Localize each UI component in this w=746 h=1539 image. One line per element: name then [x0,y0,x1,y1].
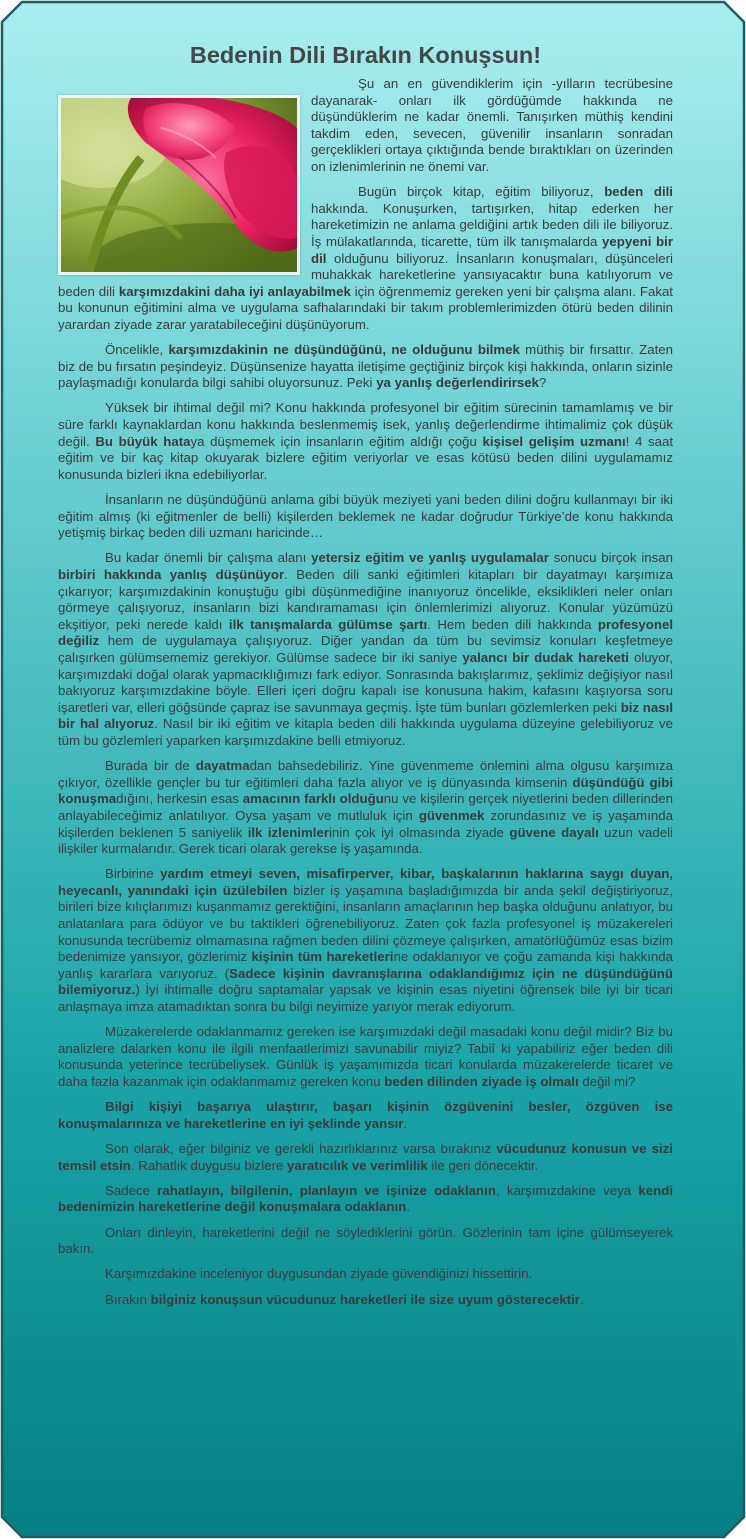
text-run: bizler iş yaşamına başladığımızda bir anda şekil değiştiriyoruz, birileri bize kılıçlarımızı kuşanmamız gerektiğini, insanların amaçlarının hep başka olduğunu anlatıyor, bu anlatanlara para ödüyor ve bu taktikleri öğrenebiliyoruz. Zaten çok fazla profesyonel iş müzakereleri konusunda tecrübemiz olmamasına rağmen beden dilini çözmeye çalışırken, amatörlüğümüz esas bizim bedenimize yansıyor, gözlerimiz [58,882,673,965]
article-paragraph [58,1292,673,1309]
text-run: Onları dinleyin, hareketlerini değil ne söylediklerini görün. Gözlerinin tam içine gülümseyerek bakın. [58,1224,673,1257]
text-run: , karşımızdakine veya [495,1182,639,1198]
text-run: zorundasınız ve iş yaşamında kişilerden beklenen 5 saniyelik [58,807,673,840]
bold-phrase: Bilgi kişiyi başarıya ulaştırır, başarı kişinin özgüvenini besler, özgüven ise konuşmalarınıza ve hareketlerine en iyi şeklinde yansır [58,1099,673,1131]
article-paragraph [58,492,673,542]
article-paragraph [58,550,673,749]
article-paragraph [58,1183,673,1216]
text-run: ? [538,375,547,391]
bold-phrase: düşündüğü gibi konuşma [58,774,673,807]
bold-phrase: dayatma [195,758,250,774]
bold-phrase: yetersiz eğitim ve yanlış uygulamalar [311,550,549,566]
text-run: ! 4 saat eğitim ve bir kaç kitap okuyarak bizlere eğitim veriyorlar ve esas kötüsü beden dilini uygulamamız konusunda bizleri ikna edebiliyorlar. [58,433,673,482]
text-run: oluyor, karşımızdaki doğal olarak yapmacıklığımızı fark ediyor. Sonrasında bakışlarımız, şeklimiz değişiyor nasıl bakıyoruz karşımızdakine böyle. Elleri içeri doğru kapalı ise konusuna hakim, kafasını kaşıyorsa soru işaretleri var, elleri göğsünde çapraz ise savunmaya geçmiş. İşte tüm bunları gözlemlerken peki [58,649,673,715]
text-run: inin çok iyi olmasında ziyade [328,824,510,840]
text-run: sonucu birçok insan [548,550,673,566]
text-run: Karşımızdakine inceleniyor duygusundan ziyade güvendiğinizi hissettirin. [105,1266,533,1282]
text-run: . [403,1115,408,1131]
bold-phrase: karşımızdakinin ne düşündüğünü, ne olduğunu bilmek [168,342,520,358]
article-paragraph [58,1225,673,1258]
text-run: uzun vadeli ilişkiler kurmalarıdır. Gerek ticari olarak gerekse iş yaşamında. [58,824,673,857]
bold-phrase: yaratıcılık ve verimlilik [287,1157,428,1173]
text-run: Birbirine [105,866,161,882]
pink-rose-photo [58,95,300,275]
text-run: ) İyi ihtimalle doğru saptamalar yapsak ve kişinin esas niyetini öğrensek bile iyi bir ticari anlaşmaya imza atamadıktan sonra bu bilgi neyimize yarıyor merak ediyorum. [58,982,673,1015]
article-body [58,40,673,1317]
text-run: ya düşmemek için insanların eğitim aldığı çoğu [190,433,483,449]
bold-phrase: beden dili [604,184,673,200]
bold-phrase: Bu büyük hata [95,433,191,449]
article-paragraph [58,866,673,1015]
bold-phrase: ilk tanışmalarda gülümse şartı [228,616,428,632]
article-paragraph [58,1266,673,1283]
text-run: . [406,1199,410,1215]
bold-phrase: kişisel gelişim uzmanı [482,433,626,449]
text-run: . Beden dili sanki eğitimleri kitapları bir dayatmayı karşımıza çıkarıyor; karşımızdakinin konuştuğu gibi düşünmediğine inanıyoruz öncelikle, eksiklikleri neler onları görmeye çalışıyoruz, insanların bizi kandıramaması için önlemlerimizi alıyoruz. Konular yüzümüzü ekşitiyor, peki nerede kaldı [58,567,674,632]
text-run: hakkında. Konuşurken, tartışırken, hitap ederken her hareketimizin ne anlama geldiğini artık beden dili ile biliyoruz. İş mülakatlarında, ticarette, tüm ilk tanışmalarda [311,200,673,249]
text-run: Yüksek bir ihtimal değil mi? Konu hakkında profesyonel bir eğitim sürecinin tamamlamış ve bir süre farklı kaynaklardan konu hakkında beslenmemiş isek, yanlış değerlendirme ihtimalimiz çok düşük değil. [58,400,673,449]
paragraph-list [58,76,673,1308]
text-run: nu ve kişilerin gerçek niyetlerini beden dillerinden anlayabileceğimiz anlatılıyor. Oysa yaşam ve mutluluk için [58,791,674,823]
text-run: için öğrenmemiz gereken yeni bir çalışma alanı. Fakat bu konunun eğitimini alma ve uygulama safhalarındaki bir takım problemlerimizden ötürü beden dilinin yarardan ziyade zarar yaratabileceğini düşünüyorum. [58,283,673,332]
article-paragraph [58,1024,673,1090]
bold-phrase: biz nasıl bir hal alıyoruz [58,699,673,732]
bold-phrase: kişinin tüm hareketleri [251,949,394,965]
bold-phrase: birbiri hakkında yanlış düşünüyor [58,567,285,582]
page-title: Bedenin Dili Bırakın Konuşsun! [189,42,542,68]
article-paragraph [58,342,673,392]
text-run: Bırakın [105,1291,151,1307]
text-run: hem de uygulamaya çalışıyoruz. Diğer yandan da tüm bu sevimsiz konuları keşfetmeye çalışırken gülümsememiz gerekiyor. Gülümse sadece bir iki saniye [58,633,673,665]
text-run: . Rahatlık duygusu bizlere [130,1157,288,1173]
bold-phrase: ilk izlenimler [247,824,329,840]
bold-phrase: amacının farklı olduğu [242,791,384,807]
text-run: değil mi? [578,1074,636,1089]
bold-phrase: yalancı bir dudak hareketi [462,649,629,665]
text-run: müthiş bir fırsattır. Zaten biz de bu fırsatın peşindeyiz. Düşünsenize hayatta iletişime geçtiğiniz birçok kişi hakkında, onların sizinle paylaşmadığı konularda bilgi sahibi oluyorsunuz. Peki [58,342,673,391]
text-run: Son olarak, eğer bilginiz ve gerekli hazırlıklarınız varsa bırakınız [105,1140,497,1156]
text-run: ile geri dönecektir. [427,1157,539,1173]
bold-phrase: karşımızdakini daha iyi anlayabilmek [118,283,351,299]
bold-phrase: yardım etmeyi seven, misafirperver, kibar, başkalarının haklarına saygı duyan, heyecanlı, yanındaki için üzülebilen [58,866,673,898]
text-run: Öncelikle, [105,342,169,358]
text-run: . Nasıl bir iki eğitim ve kitapla beden dili hakkında uygulama düzeyine gelebiliyoruz ve tüm bu gözlemleri yaparken karşımızdakine belli etmiyoruz. [58,716,673,748]
text-run: Burada bir de [105,758,196,774]
bold-phrase: güvene dayalı [509,824,599,840]
text-run: Bu kadar önemli bir çalışma alanı [105,550,312,566]
text-run: dan bahsedebiliriz. Yine güvenmeme önlemini alma olgusu karşımıza çıkıyor, özellikle gençler bu tur eğitimleri daha fazla alıyor ve iş dünyasında kimsenin [58,758,673,790]
text-run: Şu an en güvendiklerim için -yılların tecrübesine dayanarak- onları ilk gördüğümde hakkında ne düşündüklerim ne kadar önemli. Tanışırken müthiş kendini takdim eden, sevecen, güvenilir insanların sonradan gerçeklikleri ortaya çıktığında bende bıraktıkları on üzerinden on izlenimlerinin ne önemi var. [311,76,673,174]
text-run: . [579,1291,584,1307]
text-run: Bugün birçok kitap, eğitim biliyoruz, [358,184,605,200]
text-run: olduğunu biliyoruz. İnsanların konuşmaları, düşünceleri muhakkak hareketlerine yansıyacaktır buna katılıyorum ve beden dili [58,250,673,299]
bold-phrase: ya yanlış değerlendirirsek [376,375,539,391]
text-run: ne odaklanıyor ve çoğu zamanda kişi hakkında yanlış kararlara varıyoruz. ( [58,949,673,981]
bold-phrase: profesyonel değiliz [58,616,674,649]
bold-phrase: bilginiz konuşsun vücudunuz hareketleri ile size uyum gösterecektir [150,1291,580,1307]
text-run: Sadece [105,1182,158,1198]
bold-phrase: rahatlayın, bilgilenin, planlayın ve işinize odaklanın [157,1182,496,1198]
bold-phrase: vücudunuz konusun ve sizi temsil etsin [58,1140,673,1173]
text-run: dığını, herkesin esas [116,791,243,807]
text-run: . Hem beden dili hakkında [427,616,598,632]
article-paragraph [58,400,673,483]
bold-phrase: güvenmek [418,807,485,823]
article-paragraph [58,1099,673,1132]
text-run: İnsanların ne düşündüğünü anlama gibi büyük meziyeti yani beden dilini doğru kullanmayı bir iki eğitim almış (ki eğitmenler de belli) kişilerden beklemek ne kadar doğrudur Türkiye’de konu hakkında yetişmiş birkaç beden dili uzmanı haricinde… [58,492,673,541]
text-run: Müzakerelerde odaklanmamız gereken ise karşımızdaki değil masadaki konu değil midir? Biz bu analizlere dalarken konu ile ilgili menfaatlerimizi savunabilir miyiz? Tabiî ki yapabiliriz eğer beden dili konusunda yeterince tecrübeliysek. Günlük iş yaşamımızda ticari konularda müzakerelerde ticaret ve daha fazla kazanmak için odaklanmamız gereken konu [58,1024,673,1089]
article-paragraph [58,758,673,858]
article-paragraph [58,1141,673,1174]
bold-phrase: Sadece kişinin davranışlarına odaklandığımız için ne düşündüğünü bilemiyoruz. [58,965,673,998]
bold-phrase: yepyeni bir dil [311,233,673,266]
bold-phrase: kendi bedenimizin hareketlerine değil konuşmalara odaklanın [58,1182,673,1215]
bold-phrase: beden dilinden ziyade iş olmalı [384,1074,579,1089]
